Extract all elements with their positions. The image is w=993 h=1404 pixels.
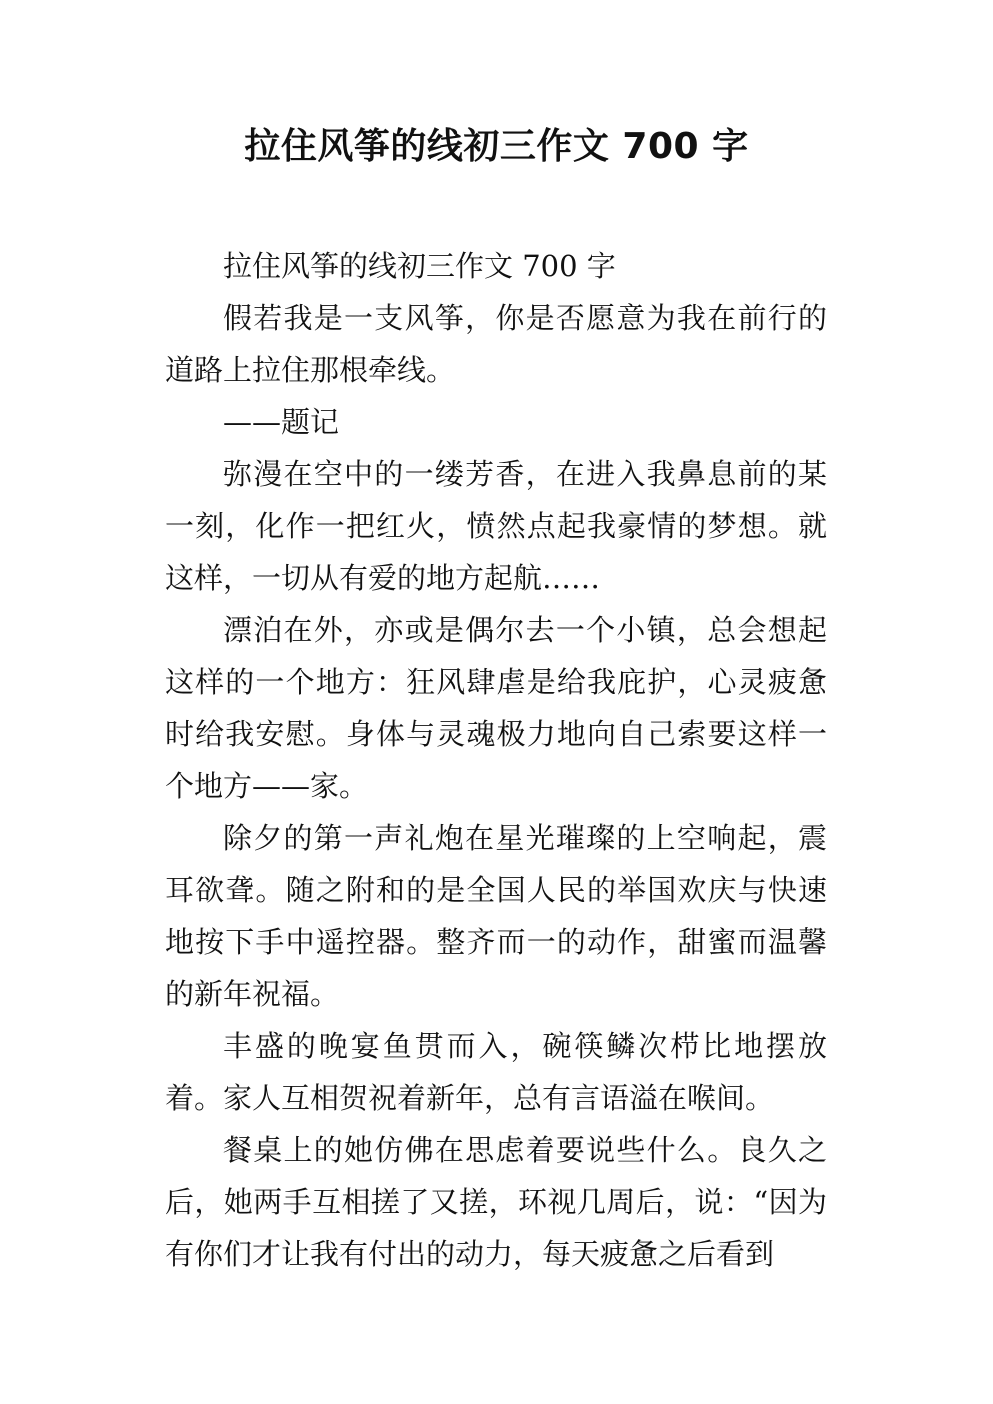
- document-body: [165, 240, 827, 1280]
- paragraph: 除夕的第一声礼炮在星光璀璨的上空响起，震耳欲聋。随之附和的是全国人民的举国欢庆与快速地按下手中遥控器。整齐而一的动作，甜蜜而温馨的新年祝福。: [165, 821, 827, 1011]
- paragraph-epigraph-attribution: ——题记: [223, 405, 340, 439]
- paragraph: 漂泊在外，亦或是偶尔去一个小镇，总会想起这样的一个地方：狂风肆虐是给我庇护，心灵疲惫时给我安慰。身体与灵魂极力地向自己索要这样一个地方——家。: [165, 613, 827, 803]
- paragraph: 餐桌上的她仿佛在思虑着要说些什么。良久之后，她两手互相搓了又搓，环视几周后，说：“因为有你们才让我有付出的动力，每天疲惫之后看到: [165, 1133, 827, 1271]
- paragraph-heading-repeat: 拉住风筝的线初三作文 700 字: [223, 249, 616, 283]
- paragraph: 丰盛的晚宴鱼贯而入，碗筷鳞次栉比地摆放着。家人互相贺祝着新年，总有言语溢在喉间。: [165, 1029, 827, 1115]
- document-title: 拉住风筝的线初三作文 700 字: [244, 126, 749, 167]
- paragraph: 弥漫在空中的一缕芳香，在进入我鼻息前的某一刻，化作一把红火，愤然点起我豪情的梦想。就这样，一切从有爱的地方起航……: [165, 457, 827, 595]
- paragraph-epigraph: 假若我是一支风筝，你是否愿意为我在前行的道路上拉住那根牵线。: [165, 301, 827, 387]
